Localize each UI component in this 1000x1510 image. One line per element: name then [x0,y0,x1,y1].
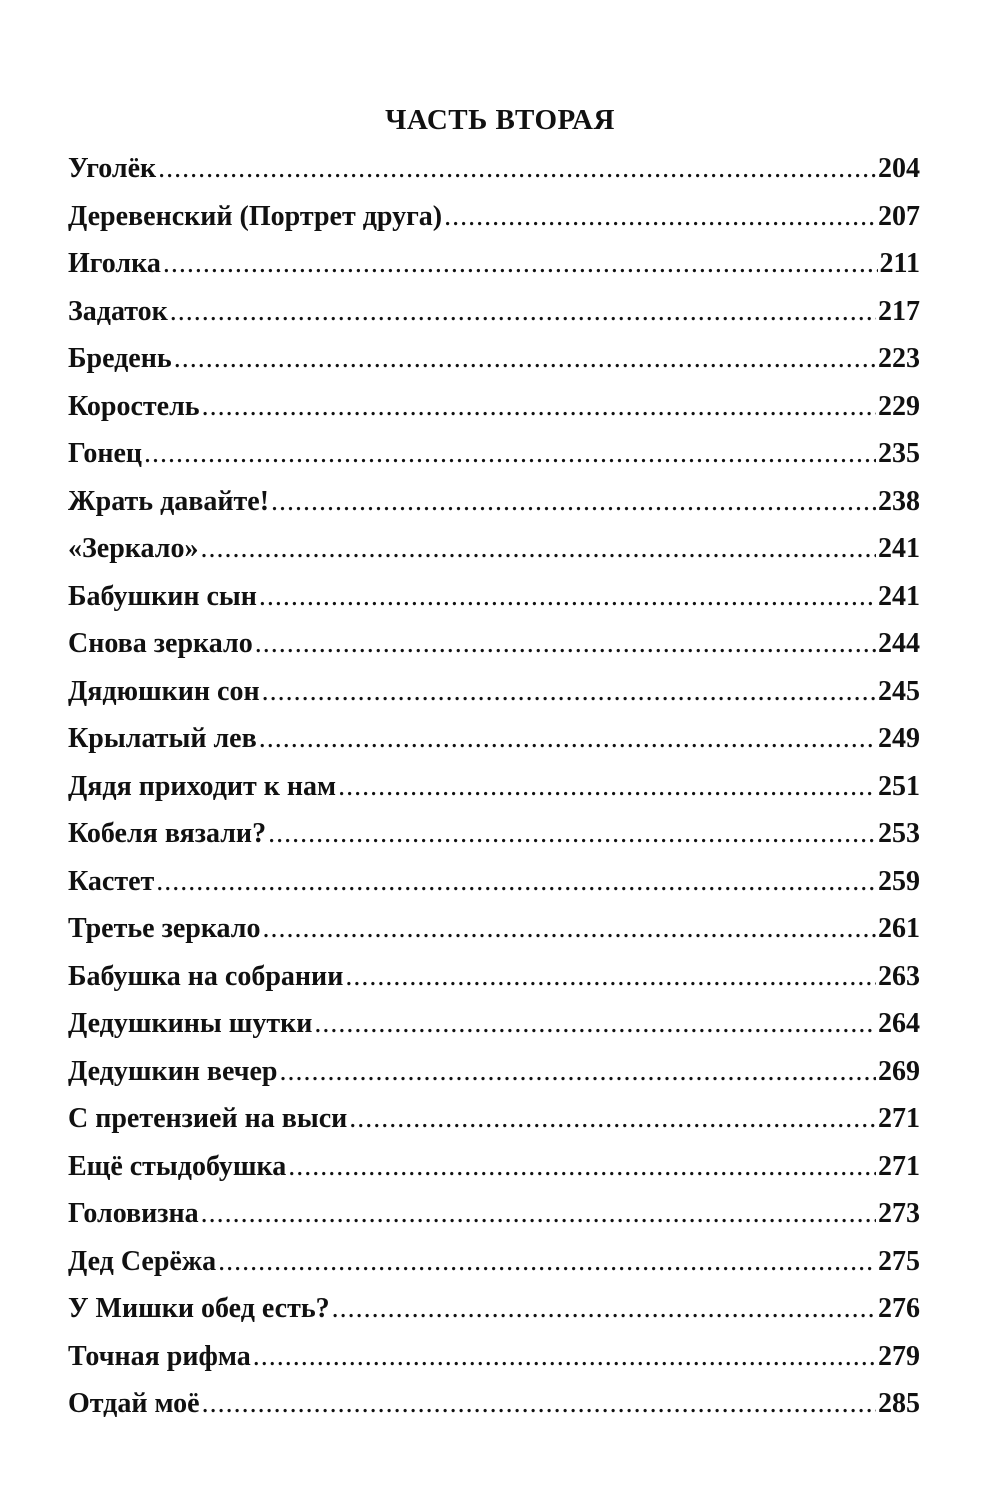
toc-entry-page-number: 235 [878,438,920,469]
toc-entry [68,581,920,629]
dot-leader [314,1008,876,1040]
toc-entry-title: Деревенский (Портрет друга) [68,200,443,232]
toc-entry [68,1293,920,1341]
toc-entry-title: Задаток [68,295,168,327]
toc-entry-title: Коростель [68,390,200,422]
dot-leader [263,913,876,945]
toc-entry-page-number: 263 [878,960,920,992]
toc-entry [68,1388,920,1436]
toc-entry-page-number: 207 [878,200,920,232]
toc-entry-page-number: 276 [878,1293,920,1324]
toc-entry-page-number: 238 [878,485,920,517]
dot-leader [255,628,876,660]
toc-entry [68,438,920,486]
toc-entry-page-number: 223 [878,343,920,374]
toc-entry-page-number: 271 [878,1103,920,1134]
dot-leader [271,486,876,518]
dot-leader [259,581,876,613]
toc-entry [68,248,920,296]
toc-entry [68,201,920,249]
toc-entry-title: Кастет [68,865,155,897]
toc-entry-page-number: 273 [878,1198,920,1229]
toc-entry-page-number: 253 [878,818,920,849]
toc-entry [68,676,920,724]
dot-leader [253,1341,876,1373]
dot-leader [262,676,876,708]
dot-leader [332,1293,876,1325]
dot-leader [202,1388,876,1420]
dot-leader [170,296,876,328]
toc-entry-title: Бредень [68,343,172,374]
toc-entry-title: Жрать давайте! [68,485,270,517]
toc-entry [68,153,920,201]
toc-entry-title: Точная рифма [68,1340,251,1372]
toc-entry [68,296,920,344]
toc-entry [68,533,920,581]
dot-leader [144,438,876,470]
toc-entry [68,866,920,914]
toc-entry-page-number: 271 [878,1150,920,1182]
dot-leader [338,771,876,803]
dot-leader [259,723,876,755]
toc-entry-page-number: 285 [878,1388,920,1419]
toc-entry-title: Уголёк [68,153,157,184]
toc-entry-title: Крылатый лев [68,723,257,754]
toc-entry-title: С претензией на выси [68,1103,348,1134]
toc-entry-title: Бабушкин сын [68,580,257,612]
dot-leader [288,1151,876,1183]
dot-leader [200,533,876,565]
toc-entry [68,1008,920,1056]
dot-leader [218,1246,876,1278]
toc-entry-title: Кобеля вязали? [68,818,267,849]
toc-entry-title: Дядя приходит к нам [68,770,337,802]
toc-entry-page-number: 264 [878,1008,920,1039]
toc-entry-page-number: 249 [878,723,920,754]
toc-entry-page-number: 251 [878,770,920,802]
toc-entry-page-number: 261 [878,913,920,944]
toc-entry-title: Третье зеркало [68,913,261,944]
toc-entry [68,1103,920,1151]
toc-entry-title: Отдай моё [68,1388,200,1419]
toc-entry [68,723,920,771]
dot-leader [268,818,876,850]
dot-leader [158,153,876,185]
toc-entry-page-number: 217 [878,295,920,327]
section-title: ЧАСТЬ ВТОРАЯ [385,104,615,136]
toc-entry-page-number: 259 [878,865,920,897]
dot-leader [345,961,876,993]
toc-entry [68,391,920,439]
toc-entry-title: Головизна [68,1198,199,1229]
toc-entry-title: У Мишки обед есть? [68,1293,330,1324]
toc-entry-page-number: 279 [878,1340,920,1372]
toc-entry-page-number: 245 [878,675,920,707]
table-of-contents [68,153,920,1436]
toc-entry-title: Гонец [68,438,143,469]
dot-leader [349,1103,876,1135]
toc-entry-page-number: 211 [879,248,920,279]
toc-entry-page-number: 241 [878,533,920,564]
toc-entry-page-number: 269 [878,1055,920,1087]
toc-entry [68,771,920,819]
toc-entry-title: Дедушкин вечер [68,1055,278,1087]
toc-entry-page-number: 229 [878,390,920,422]
toc-entry-page-number: 241 [878,580,920,612]
toc-entry-page-number: 244 [878,628,920,659]
dot-leader [280,1056,876,1088]
dot-leader [156,866,876,898]
dot-leader [444,201,876,233]
toc-entry [68,1341,920,1389]
toc-entry-title: Дедушкины шутки [68,1008,313,1039]
dot-leader [202,391,876,423]
toc-entry-title: Иголка [68,248,161,279]
toc-entry-page-number: 204 [878,153,920,184]
toc-entry-title: Бабушка на собрании [68,960,344,992]
toc-entry [68,913,920,961]
toc-entry-title: Снова зеркало [68,628,253,659]
toc-entry-title: Ещё стыдобушка [68,1150,287,1182]
toc-entry [68,1151,920,1199]
toc-entry-title: Дядюшкин сон [68,675,260,707]
dot-leader [163,248,878,280]
toc-entry [68,628,920,676]
toc-entry-title: «Зеркало» [68,533,199,564]
toc-entry [68,961,920,1009]
toc-entry [68,486,920,534]
toc-entry [68,818,920,866]
toc-entry-title: Дед Серёжа [68,1245,217,1277]
dot-leader [201,1198,876,1230]
toc-entry [68,1198,920,1246]
toc-entry [68,343,920,391]
toc-entry-page-number: 275 [878,1245,920,1277]
dot-leader [174,343,876,375]
toc-entry [68,1056,920,1104]
toc-entry [68,1246,920,1294]
